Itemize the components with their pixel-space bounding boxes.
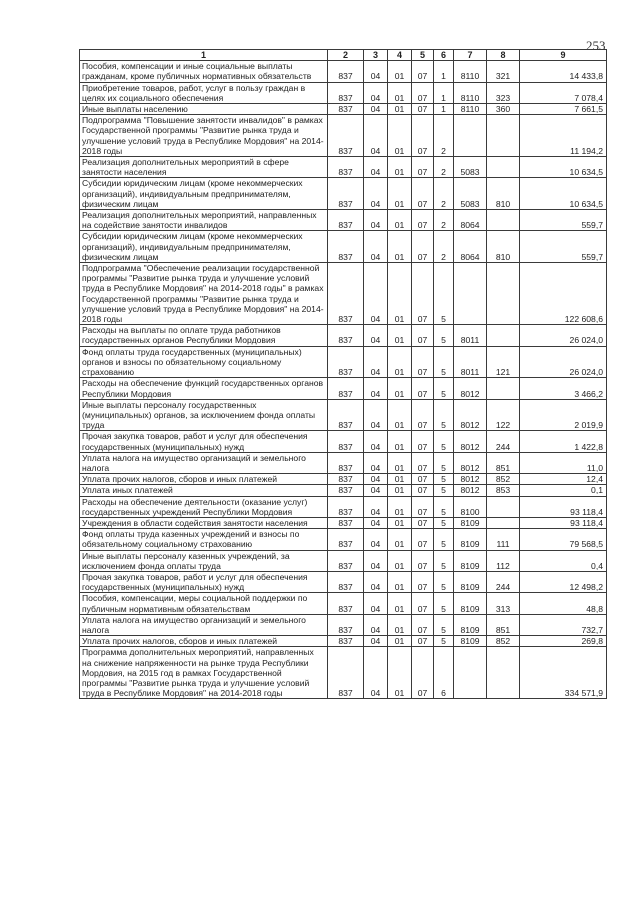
row-name-cell: Расходы на обеспечение деятельности (оказание услуг) государственных учреждений Республики Мордовия xyxy=(80,496,328,517)
row-cell-4: 01 xyxy=(388,431,412,452)
table-row xyxy=(80,431,607,452)
row-amount-cell: 122 608,6 xyxy=(520,263,607,325)
row-cell-6: 5 xyxy=(434,614,454,635)
row-cell-3: 04 xyxy=(364,231,388,263)
row-cell-6: 5 xyxy=(434,593,454,614)
row-cell-8: 111 xyxy=(487,529,520,550)
row-cell-7: 5083 xyxy=(454,178,487,210)
row-cell-4: 01 xyxy=(388,157,412,178)
row-cell-3: 04 xyxy=(364,614,388,635)
row-cell-4: 01 xyxy=(388,647,412,699)
row-cell-5: 07 xyxy=(412,636,434,647)
row-cell-3: 04 xyxy=(364,550,388,571)
row-cell-8: 112 xyxy=(487,550,520,571)
row-cell-2: 837 xyxy=(328,647,364,699)
row-amount-cell: 7 661,5 xyxy=(520,104,607,115)
row-cell-8: 313 xyxy=(487,593,520,614)
row-cell-8: 852 xyxy=(487,474,520,485)
table-row xyxy=(80,210,607,231)
row-cell-8 xyxy=(487,517,520,528)
row-amount-cell: 11,0 xyxy=(520,452,607,473)
row-amount-cell: 12 498,2 xyxy=(520,571,607,592)
table-row xyxy=(80,346,607,378)
table-row xyxy=(80,82,607,103)
table-row xyxy=(80,115,607,157)
row-cell-7 xyxy=(454,263,487,325)
row-amount-cell: 26 024,0 xyxy=(520,346,607,378)
row-amount-cell: 2 019,9 xyxy=(520,399,607,431)
table-row xyxy=(80,61,607,82)
row-cell-5: 07 xyxy=(412,157,434,178)
row-cell-4: 01 xyxy=(388,82,412,103)
row-cell-3: 04 xyxy=(364,474,388,485)
row-cell-7: 8064 xyxy=(454,231,487,263)
row-name-cell: Иные выплаты персоналу казенных учреждений, за исключением фонда оплаты труда xyxy=(80,550,328,571)
row-cell-5: 07 xyxy=(412,399,434,431)
table-row xyxy=(80,614,607,635)
row-cell-4: 01 xyxy=(388,378,412,399)
row-cell-4: 01 xyxy=(388,178,412,210)
row-cell-2: 837 xyxy=(328,178,364,210)
row-name-cell: Учреждения в области содействия занятости населения xyxy=(80,517,328,528)
row-cell-6: 5 xyxy=(434,399,454,431)
row-cell-7: 8011 xyxy=(454,346,487,378)
row-cell-6: 1 xyxy=(434,61,454,82)
table-row xyxy=(80,571,607,592)
row-cell-5: 07 xyxy=(412,571,434,592)
header-cell: 2 xyxy=(328,50,364,61)
table-row xyxy=(80,485,607,496)
row-cell-6: 5 xyxy=(434,636,454,647)
row-cell-3: 04 xyxy=(364,378,388,399)
row-cell-7 xyxy=(454,647,487,699)
row-amount-cell: 10 634,5 xyxy=(520,157,607,178)
row-cell-4: 01 xyxy=(388,61,412,82)
row-cell-6: 5 xyxy=(434,263,454,325)
row-name-cell: Уплата налога на имущество организаций и земельного налога xyxy=(80,614,328,635)
table-row xyxy=(80,178,607,210)
row-name-cell: Реализация дополнительных мероприятий, направленных на содействие занятости инвалидов xyxy=(80,210,328,231)
row-cell-4: 01 xyxy=(388,231,412,263)
row-cell-7: 8109 xyxy=(454,571,487,592)
row-name-cell: Уплата иных платежей xyxy=(80,485,328,496)
row-cell-7: 8110 xyxy=(454,61,487,82)
row-cell-5: 07 xyxy=(412,485,434,496)
row-cell-6: 5 xyxy=(434,346,454,378)
row-cell-2: 837 xyxy=(328,529,364,550)
row-cell-7: 5083 xyxy=(454,157,487,178)
row-cell-3: 04 xyxy=(364,593,388,614)
row-cell-2: 837 xyxy=(328,485,364,496)
row-name-cell: Субсидии юридическим лицам (кроме некоммерческих организаций), индивидуальным предпринимателям, физическим лицам xyxy=(80,178,328,210)
row-cell-6: 5 xyxy=(434,431,454,452)
table-row xyxy=(80,157,607,178)
table-row xyxy=(80,399,607,431)
row-cell-8: 853 xyxy=(487,485,520,496)
row-amount-cell: 559,7 xyxy=(520,210,607,231)
row-cell-3: 04 xyxy=(364,431,388,452)
table-row xyxy=(80,593,607,614)
row-amount-cell: 12,4 xyxy=(520,474,607,485)
header-cell: 5 xyxy=(412,50,434,61)
row-name-cell: Фонд оплаты труда казенных учреждений и взносы по обязательному социальному страхованию xyxy=(80,529,328,550)
row-cell-8: 852 xyxy=(487,636,520,647)
row-cell-5: 07 xyxy=(412,61,434,82)
row-cell-3: 04 xyxy=(364,346,388,378)
table-row xyxy=(80,325,607,346)
table-row xyxy=(80,104,607,115)
row-cell-8: 851 xyxy=(487,614,520,635)
header-row xyxy=(80,50,607,61)
header-cell: 1 xyxy=(80,50,328,61)
row-cell-6: 1 xyxy=(434,104,454,115)
row-cell-7: 8100 xyxy=(454,496,487,517)
row-cell-8 xyxy=(487,647,520,699)
row-amount-cell: 1 422,8 xyxy=(520,431,607,452)
row-cell-5: 07 xyxy=(412,431,434,452)
row-name-cell: Реализация дополнительных мероприятий в сфере занятости населения xyxy=(80,157,328,178)
row-cell-2: 837 xyxy=(328,61,364,82)
row-cell-2: 837 xyxy=(328,431,364,452)
row-cell-6: 5 xyxy=(434,452,454,473)
row-cell-4: 01 xyxy=(388,496,412,517)
row-cell-6: 5 xyxy=(434,550,454,571)
row-cell-7: 8109 xyxy=(454,550,487,571)
row-cell-6: 1 xyxy=(434,82,454,103)
row-cell-2: 837 xyxy=(328,263,364,325)
row-amount-cell: 79 568,5 xyxy=(520,529,607,550)
row-cell-2: 837 xyxy=(328,346,364,378)
row-cell-2: 837 xyxy=(328,325,364,346)
row-cell-8: 321 xyxy=(487,61,520,82)
row-name-cell: Прочая закупка товаров, работ и услуг для обеспечения государственных (муниципальных) нужд xyxy=(80,571,328,592)
header-cell: 7 xyxy=(454,50,487,61)
row-cell-3: 04 xyxy=(364,104,388,115)
row-cell-8: 244 xyxy=(487,571,520,592)
row-amount-cell: 93 118,4 xyxy=(520,517,607,528)
row-cell-6: 5 xyxy=(434,529,454,550)
row-cell-3: 04 xyxy=(364,571,388,592)
row-cell-7: 8012 xyxy=(454,399,487,431)
row-cell-3: 04 xyxy=(364,517,388,528)
table-row xyxy=(80,529,607,550)
row-cell-4: 01 xyxy=(388,614,412,635)
row-cell-3: 04 xyxy=(364,636,388,647)
row-cell-2: 837 xyxy=(328,82,364,103)
row-cell-2: 837 xyxy=(328,104,364,115)
table-row xyxy=(80,263,607,325)
row-cell-2: 837 xyxy=(328,474,364,485)
row-cell-5: 07 xyxy=(412,550,434,571)
row-cell-3: 04 xyxy=(364,82,388,103)
row-cell-5: 07 xyxy=(412,210,434,231)
row-cell-7: 8110 xyxy=(454,104,487,115)
row-cell-6: 5 xyxy=(434,378,454,399)
row-cell-6: 2 xyxy=(434,115,454,157)
row-cell-5: 07 xyxy=(412,647,434,699)
row-cell-6: 2 xyxy=(434,178,454,210)
row-cell-5: 07 xyxy=(412,104,434,115)
row-cell-5: 07 xyxy=(412,452,434,473)
row-name-cell: Приобретение товаров, работ, услуг в пользу граждан в целях их социального обеспечения xyxy=(80,82,328,103)
row-cell-7: 8064 xyxy=(454,210,487,231)
row-cell-2: 837 xyxy=(328,636,364,647)
row-amount-cell: 26 024,0 xyxy=(520,325,607,346)
table-row xyxy=(80,496,607,517)
row-cell-3: 04 xyxy=(364,325,388,346)
row-amount-cell: 334 571,9 xyxy=(520,647,607,699)
row-cell-8 xyxy=(487,115,520,157)
row-cell-6: 5 xyxy=(434,474,454,485)
row-cell-6: 5 xyxy=(434,571,454,592)
table-row xyxy=(80,452,607,473)
row-cell-4: 01 xyxy=(388,399,412,431)
row-cell-7 xyxy=(454,115,487,157)
row-cell-7: 8012 xyxy=(454,452,487,473)
row-cell-4: 01 xyxy=(388,474,412,485)
row-name-cell: Пособия, компенсации, меры социальной поддержки по публичным нормативным обязательствам xyxy=(80,593,328,614)
row-cell-3: 04 xyxy=(364,61,388,82)
row-cell-8 xyxy=(487,325,520,346)
row-cell-4: 01 xyxy=(388,452,412,473)
row-cell-3: 04 xyxy=(364,263,388,325)
row-cell-5: 07 xyxy=(412,263,434,325)
row-cell-5: 07 xyxy=(412,82,434,103)
row-cell-6: 6 xyxy=(434,647,454,699)
row-cell-4: 01 xyxy=(388,593,412,614)
row-cell-7: 8109 xyxy=(454,614,487,635)
row-cell-4: 01 xyxy=(388,550,412,571)
row-cell-4: 01 xyxy=(388,485,412,496)
budget-table xyxy=(79,49,607,699)
row-cell-6: 5 xyxy=(434,325,454,346)
row-cell-2: 837 xyxy=(328,614,364,635)
row-amount-cell: 14 433,8 xyxy=(520,61,607,82)
header-cell: 9 xyxy=(520,50,607,61)
row-cell-5: 07 xyxy=(412,474,434,485)
row-name-cell: Подпрограмма "Повышение занятости инвалидов" в рамках Государственной программы "Развитие рынка труда и улучшение условий труда в Республике Мордовия" на 2014-2018 годы xyxy=(80,115,328,157)
row-cell-6: 2 xyxy=(434,231,454,263)
row-amount-cell: 7 078,4 xyxy=(520,82,607,103)
row-cell-5: 07 xyxy=(412,593,434,614)
row-cell-3: 04 xyxy=(364,647,388,699)
row-amount-cell: 3 466,2 xyxy=(520,378,607,399)
row-name-cell: Субсидии юридическим лицам (кроме некоммерческих организаций), индивидуальным предпринимателям, физическим лицам xyxy=(80,231,328,263)
row-name-cell: Уплата прочих налогов, сборов и иных платежей xyxy=(80,474,328,485)
row-cell-4: 01 xyxy=(388,263,412,325)
row-cell-7: 8109 xyxy=(454,529,487,550)
row-cell-3: 04 xyxy=(364,115,388,157)
row-cell-2: 837 xyxy=(328,517,364,528)
row-cell-5: 07 xyxy=(412,529,434,550)
row-cell-4: 01 xyxy=(388,325,412,346)
row-amount-cell: 11 194,2 xyxy=(520,115,607,157)
row-cell-2: 837 xyxy=(328,571,364,592)
row-name-cell: Программа дополнительных мероприятий, направленных на снижение напряженности на рынке труда Республики Мордовия, на 2015 год в рамках Государственной программы "Развитие рынка труда и улучшение условий труда в Республике Мордовия" на 2014-2018 годы xyxy=(80,647,328,699)
row-cell-2: 837 xyxy=(328,231,364,263)
row-cell-3: 04 xyxy=(364,178,388,210)
row-cell-5: 07 xyxy=(412,496,434,517)
row-cell-3: 04 xyxy=(364,529,388,550)
row-cell-5: 07 xyxy=(412,231,434,263)
row-name-cell: Подпрограмма "Обеспечение реализации государственной программы "Развитие рынка труда и улучшение условий труда в Республике Мордовия" на 2014-2018 годы" в рамках Государственной программы "Развитие рынка труда и улучшение условий труда в Республике Мордовия" на 2014-2018 годы xyxy=(80,263,328,325)
row-name-cell: Расходы на выплаты по оплате труда работников государственных органов Республики Мордовия xyxy=(80,325,328,346)
table-row xyxy=(80,231,607,263)
row-cell-8: 121 xyxy=(487,346,520,378)
row-cell-4: 01 xyxy=(388,346,412,378)
row-cell-7: 8012 xyxy=(454,474,487,485)
row-name-cell: Уплата прочих налогов, сборов и иных платежей xyxy=(80,636,328,647)
row-cell-8: 360 xyxy=(487,104,520,115)
row-cell-8: 244 xyxy=(487,431,520,452)
row-cell-5: 07 xyxy=(412,378,434,399)
row-cell-6: 5 xyxy=(434,485,454,496)
row-cell-4: 01 xyxy=(388,571,412,592)
row-cell-3: 04 xyxy=(364,452,388,473)
row-cell-7: 8012 xyxy=(454,485,487,496)
row-cell-7: 8012 xyxy=(454,431,487,452)
row-cell-7: 8012 xyxy=(454,378,487,399)
table-row xyxy=(80,474,607,485)
row-name-cell: Прочая закупка товаров, работ и услуг для обеспечения государственных (муниципальных) нужд xyxy=(80,431,328,452)
header-cell: 8 xyxy=(487,50,520,61)
row-cell-6: 2 xyxy=(434,157,454,178)
row-cell-2: 837 xyxy=(328,210,364,231)
table-row xyxy=(80,636,607,647)
row-cell-5: 07 xyxy=(412,325,434,346)
row-cell-5: 07 xyxy=(412,178,434,210)
row-cell-8 xyxy=(487,263,520,325)
page-number: 253 xyxy=(586,38,606,53)
row-cell-8: 810 xyxy=(487,178,520,210)
header-cell: 4 xyxy=(388,50,412,61)
row-cell-7: 8109 xyxy=(454,593,487,614)
row-amount-cell: 93 118,4 xyxy=(520,496,607,517)
row-cell-6: 5 xyxy=(434,496,454,517)
row-cell-8 xyxy=(487,378,520,399)
row-cell-5: 07 xyxy=(412,115,434,157)
row-cell-8: 851 xyxy=(487,452,520,473)
row-amount-cell: 559,7 xyxy=(520,231,607,263)
row-cell-4: 01 xyxy=(388,115,412,157)
header-cell: 6 xyxy=(434,50,454,61)
row-cell-8 xyxy=(487,210,520,231)
row-cell-3: 04 xyxy=(364,496,388,517)
row-name-cell: Расходы на обеспечение функций государственных органов Республики Мордовия xyxy=(80,378,328,399)
table-row xyxy=(80,550,607,571)
row-cell-2: 837 xyxy=(328,399,364,431)
row-amount-cell: 0,1 xyxy=(520,485,607,496)
row-cell-2: 837 xyxy=(328,115,364,157)
row-cell-2: 837 xyxy=(328,378,364,399)
row-cell-8: 323 xyxy=(487,82,520,103)
row-cell-7: 8011 xyxy=(454,325,487,346)
row-cell-3: 04 xyxy=(364,157,388,178)
header-cell: 3 xyxy=(364,50,388,61)
row-cell-3: 04 xyxy=(364,210,388,231)
table-row xyxy=(80,378,607,399)
row-amount-cell: 10 634,5 xyxy=(520,178,607,210)
row-cell-6: 5 xyxy=(434,517,454,528)
row-cell-4: 01 xyxy=(388,104,412,115)
row-cell-8: 122 xyxy=(487,399,520,431)
row-name-cell: Пособия, компенсации и иные социальные выплаты гражданам, кроме публичных нормативных обязательств xyxy=(80,61,328,82)
row-cell-2: 837 xyxy=(328,452,364,473)
table-row xyxy=(80,517,607,528)
row-cell-7: 8109 xyxy=(454,517,487,528)
row-name-cell: Иные выплаты населению xyxy=(80,104,328,115)
row-amount-cell: 48,8 xyxy=(520,593,607,614)
row-cell-5: 07 xyxy=(412,614,434,635)
row-cell-2: 837 xyxy=(328,550,364,571)
row-cell-4: 01 xyxy=(388,517,412,528)
row-cell-4: 01 xyxy=(388,636,412,647)
row-cell-2: 837 xyxy=(328,157,364,178)
row-amount-cell: 732,7 xyxy=(520,614,607,635)
row-name-cell: Фонд оплаты труда государственных (муниципальных) органов и взносы по обязательному социальному страхованию xyxy=(80,346,328,378)
row-cell-8 xyxy=(487,496,520,517)
row-cell-6: 2 xyxy=(434,210,454,231)
row-cell-8: 810 xyxy=(487,231,520,263)
row-cell-7: 8110 xyxy=(454,82,487,103)
row-cell-5: 07 xyxy=(412,517,434,528)
row-cell-5: 07 xyxy=(412,346,434,378)
row-cell-3: 04 xyxy=(364,485,388,496)
row-amount-cell: 0,4 xyxy=(520,550,607,571)
row-cell-3: 04 xyxy=(364,399,388,431)
row-cell-2: 837 xyxy=(328,593,364,614)
row-amount-cell: 269,8 xyxy=(520,636,607,647)
row-cell-4: 01 xyxy=(388,529,412,550)
row-name-cell: Иные выплаты персоналу государственных (муниципальных) органов, за исключением фонда оплаты труда xyxy=(80,399,328,431)
row-cell-7: 8109 xyxy=(454,636,487,647)
row-cell-2: 837 xyxy=(328,496,364,517)
row-cell-8 xyxy=(487,157,520,178)
row-name-cell: Уплата налога на имущество организаций и земельного налога xyxy=(80,452,328,473)
row-cell-4: 01 xyxy=(388,210,412,231)
table-row xyxy=(80,647,607,699)
